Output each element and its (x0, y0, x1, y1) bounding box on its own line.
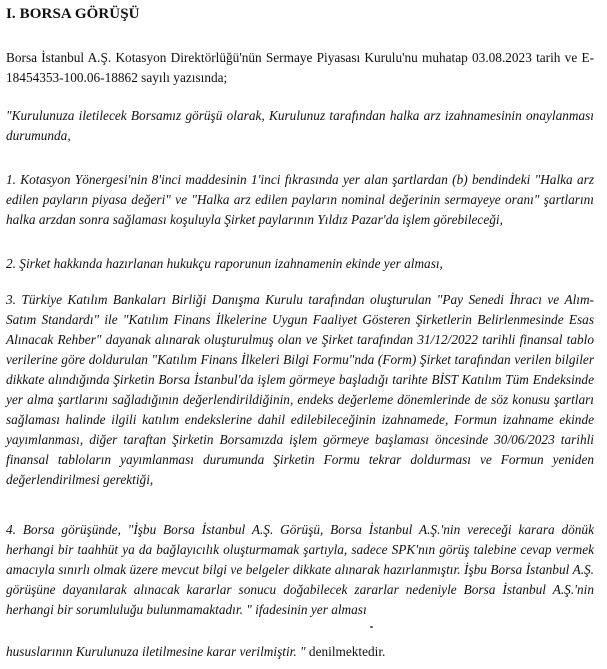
quote-opening-paragraph: "Kurulunuza iletilecek Borsamız görüşü olarak, Kurulunuz tarafından halka arz izahnamesinin onaylanması durumunda, (6, 108, 594, 143)
list-item-1: 1. Kotasyon Yönergesi'nin 8'inci maddesinin 1'inci fıkrasında yer alan şartlardan (b) bendindeki "Halka arz edilen payların piyasa değeri" ve "Halka arz edilen payların nominal değerinin sermayeye oranı" şartlarını halka arzdan sonra sağlaması koşuluyla Şirket paylarının Yıldız Pazar'da işlem görebileceği, (6, 172, 594, 227)
closing-italic-text: hususlarının Kurulunuza iletilmesine karar verilmiştir. " (6, 644, 306, 659)
intro-paragraph: Borsa İstanbul A.Ş. Kotasyon Direktörlüğü'nün Sermaye Piyasası Kurulu'nu muhatap 03.08.2023 tarih ve E-18454353-100.06-18862 sayılı yazısında; (6, 50, 594, 85)
closing-line (6, 642, 385, 662)
list-item-4: 4. Borsa görüşünde, "İşbu Borsa İstanbul A.Ş. Görüşü, Borsa İstanbul A.Ş.'nin vereceği karara dönük herhangi bir taahhüt ya da bağlayıcılık oluşturmamak şartıyla, sadece SPK'nın görüş talebine cevap vermek amacıyla sınırlı olmak üzere mevcut bilgi ve belgeler dikkate alınarak hazırlanmıştır. İşbu Borsa İstanbul A.Ş. görüşüne dayanılarak alınacak kararlar sonucu doğabilecek zararlar nedeniyle Borsa İstanbul A.Ş.'nin herhangi bir sorumluluğu bulunmamaktadır. " ifadesinin yer alması (6, 522, 594, 617)
closing-plain-text: denilmektedir. (305, 644, 386, 659)
list-item-2: 2. Şirket hakkında hazırlanan hukukçu raporunun izahnamenin ekinde yer alması, (6, 256, 443, 271)
section-heading: I. BORSA GÖRÜŞÜ (6, 6, 140, 22)
scan-speck (370, 626, 373, 628)
list-item-3: 3. Türkiye Katılım Bankaları Birliği Danışma Kurulu tarafından oluşturulan "Pay Senedi İhracı ve Alım-Satım Standardı" ile "Katılım Finans İlkelerine Uygun Faaliyet Gösteren Şirketlerin Belirlenmesinde Esas Alınacak Rehber" dayanak alınarak oluşturulmuş olan ve Şirket tarafından 31/12/2022 tarihli finansal tablo verilerine göre doldurulan "Katılım Finans İlkeleri Bilgi Formu"nda (Form) Şirket tarafından verilen bilgiler dikkate alındığında Şirketin Borsa İstanbul'da işlem görmeye başladığı tarihte BİST Katılım Tüm Endeksinde yer alma şartlarını sağladığının değerlendirildiğinin, endeks değerleme dönemlerinde de söz konusu şartları sağlaması halinde ilgili katılım endekslerine dahil edilebileceğinin izahnamede, Formun izahname ekinde yayımlanması, diğer taraftan Şirketin Borsamızda işlem görmeye başlaması öncesinde 30/06/2023 tarihli finansal tabloların yayımlanması durumunda Şirketin Formu tekrar doldurması ve Formun yeniden değerlendirilmesi gerektiği, (6, 292, 594, 487)
